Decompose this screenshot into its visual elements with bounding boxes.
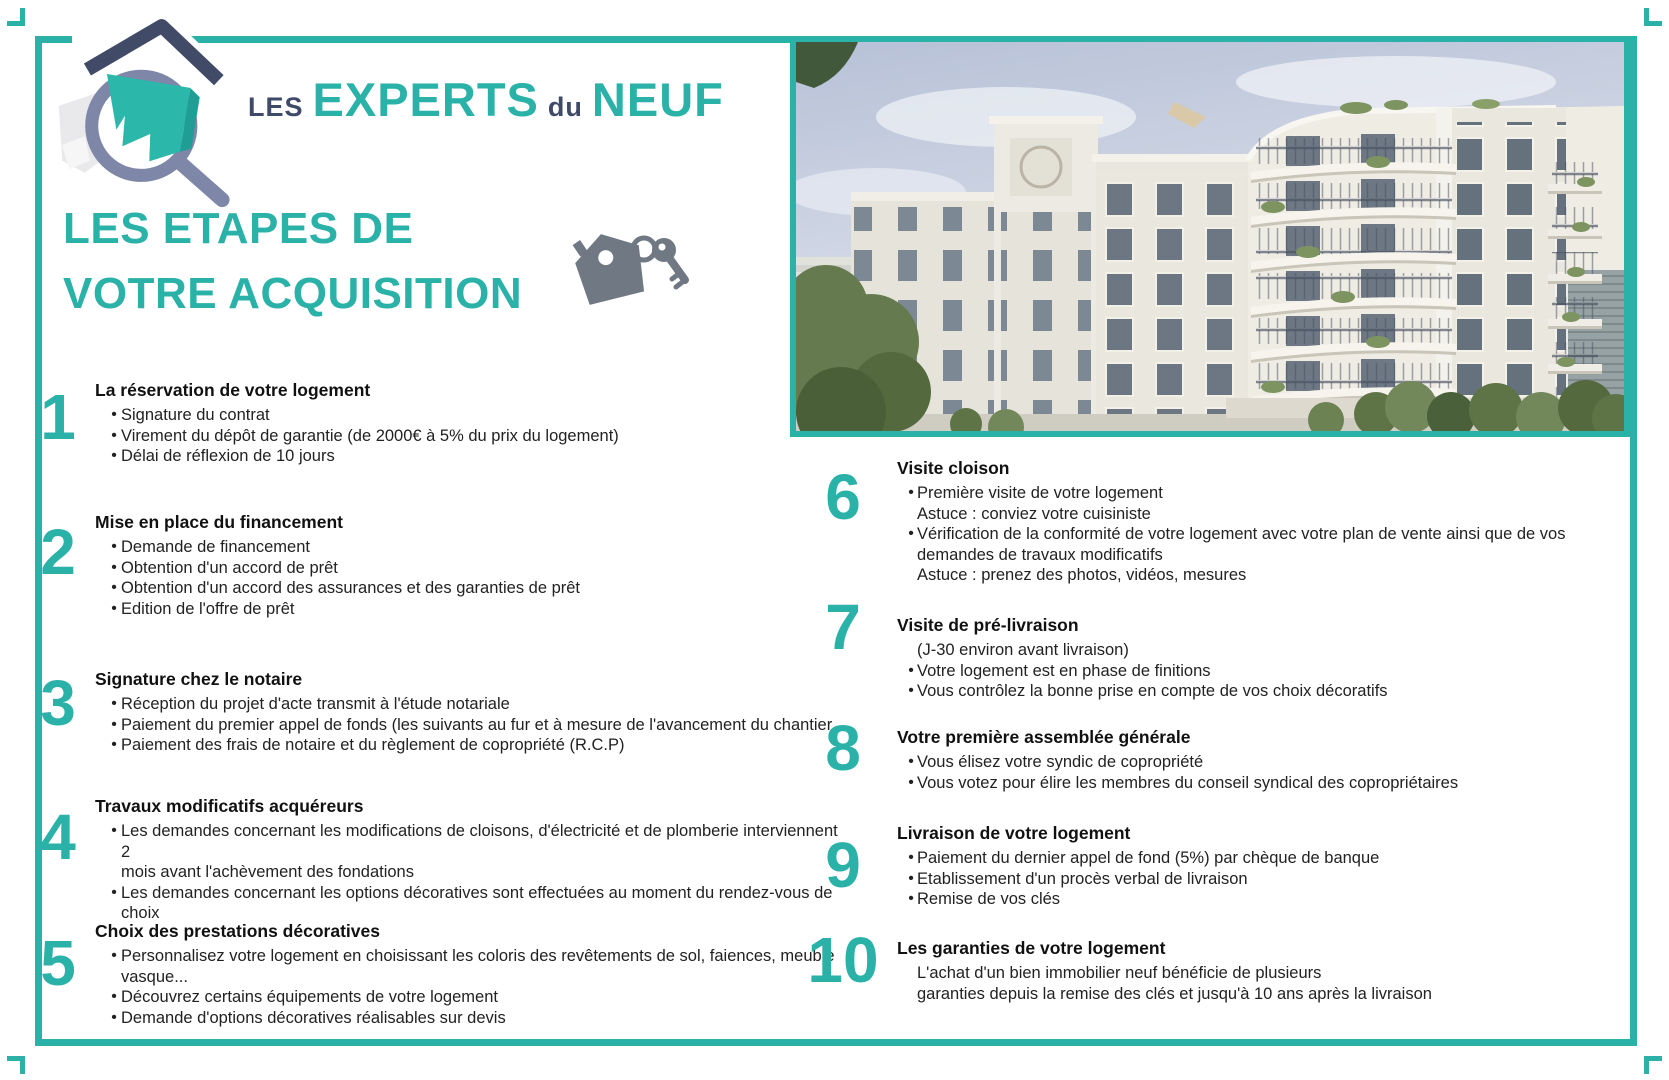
- step-4: [95, 796, 840, 924]
- step-10-heading: Les garanties de votre logement: [897, 938, 1166, 958]
- step-6: [897, 458, 1603, 586]
- bullet-item: [95, 537, 840, 558]
- bullet-dot: •: [908, 773, 914, 791]
- step-9: [897, 823, 1603, 910]
- item-text: Astuce : conviez votre cuisiniste: [917, 504, 1151, 523]
- step-5: [95, 921, 840, 1028]
- bullet-dot: •: [111, 883, 117, 901]
- bullet-item: [95, 578, 840, 599]
- item-text: Découvrez certains équipements de votre logement: [121, 988, 498, 1006]
- bullet-item: [95, 987, 840, 1008]
- item-text: Demande d'options décoratives réalisables sur devis: [121, 1008, 506, 1027]
- bullet-item: [897, 752, 1603, 773]
- bullet-dot: •: [111, 538, 117, 555]
- bullet-dot: •: [908, 869, 914, 887]
- item-text: Délai de réflexion de 10 jours: [121, 447, 335, 465]
- bullet-dot: •: [908, 849, 914, 866]
- bullet-dot: •: [908, 682, 914, 699]
- item-text: Astuce : prenez des photos, vidéos, mesures: [917, 566, 1247, 584]
- bullet-item: [95, 715, 840, 736]
- item-text: Etablissement d'un procès verbal de livraison: [917, 869, 1248, 888]
- bullet-dot: •: [111, 695, 117, 712]
- bullet-dot: •: [111, 947, 117, 964]
- item-text: (J-30 environ avant livraison): [917, 641, 1129, 659]
- bullet-item: [95, 735, 840, 756]
- bullet-item: [95, 946, 840, 987]
- step-7: [897, 615, 1603, 702]
- step-1-number: 1: [40, 381, 76, 453]
- page-title-line1: LES ETAPES DE: [63, 204, 414, 253]
- bullet-item: [897, 773, 1603, 794]
- bullet-item: [95, 558, 840, 579]
- step-2-heading: Mise en place du financement: [95, 512, 343, 532]
- bullet-dot: •: [111, 599, 117, 617]
- step-6-number: 6: [825, 461, 861, 533]
- step-10: [897, 938, 1603, 1004]
- step-4-number: 4: [40, 801, 76, 873]
- bullet-item: [95, 426, 840, 447]
- bullet-dot: •: [111, 715, 117, 733]
- step-10-number: 10: [807, 924, 879, 996]
- bullet-dot: •: [111, 579, 117, 596]
- step-3: [95, 669, 840, 756]
- logo-wordmark: [248, 72, 724, 127]
- note-line: [897, 640, 1603, 661]
- step-7-number: 7: [825, 591, 861, 663]
- step-5-heading: Choix des prestations décoratives: [95, 921, 380, 941]
- bullet-item: [95, 1008, 840, 1029]
- corner-tick-top-left: [7, 8, 25, 26]
- logo-word-les: LES: [248, 92, 304, 122]
- item-text: Vérification de la conformité de votre logement avec votre plan de vente ainsi que de vos demandes de travaux modificatifs: [917, 525, 1566, 564]
- step-3-number: 3: [40, 667, 76, 739]
- bullet-dot: •: [111, 1008, 117, 1026]
- logo-word-experts: EXPERTS: [312, 73, 539, 126]
- step-6-heading: Visite cloison: [897, 458, 1010, 478]
- item-text: Réception du projet d'acte transmit à l'étude notariale: [121, 695, 510, 713]
- note-line: [897, 963, 1603, 1004]
- item-text: Personnalisez votre logement en choisissant les coloris des revêtements de sol, faiences, meuble vasque...: [121, 947, 835, 986]
- step-1-heading: La réservation de votre logement: [95, 380, 371, 400]
- bullet-dot: •: [908, 661, 914, 679]
- page-title: [63, 196, 522, 326]
- item-text: Demande de financement: [121, 538, 310, 556]
- bullet-item: [95, 446, 840, 467]
- step-3-heading: Signature chez le notaire: [95, 669, 303, 689]
- step-5-number: 5: [40, 927, 76, 999]
- item-text: Première visite de votre logement: [917, 484, 1163, 502]
- corner-tick-top-right: [1644, 8, 1662, 26]
- item-text: Virement du dépôt de garantie (de 2000€ à 5% du prix du logement): [121, 426, 619, 445]
- bullet-dot: •: [111, 406, 117, 423]
- item-text: Paiement des frais de notaire et du règlement de copropriété (R.C.P): [121, 736, 625, 754]
- step-2-number: 2: [40, 516, 76, 588]
- bullet-item: [897, 524, 1603, 565]
- item-text: Paiement du premier appel de fonds (les suivants au fur et à mesure de l'avancement du chantier: [121, 715, 833, 734]
- bullet-item: [897, 661, 1603, 682]
- building-photo: [790, 36, 1630, 437]
- step-9-heading: Livraison de votre logement: [897, 823, 1131, 843]
- bullet-item: [897, 889, 1603, 910]
- item-text: Vous votez pour élire les membres du conseil syndical des copropriétaires: [917, 773, 1459, 792]
- item-text: Vous contrôlez la bonne prise en compte de vos choix décoratifs: [917, 682, 1388, 700]
- logo-word-du: du: [547, 92, 583, 122]
- bullet-item: [897, 848, 1603, 869]
- bullet-dot: •: [111, 426, 117, 444]
- step-4-heading: Travaux modificatifs acquéreurs: [95, 796, 364, 816]
- item-text: Votre logement est en phase de finitions: [917, 661, 1211, 680]
- item-text: Signature du contrat: [121, 406, 270, 424]
- step-2: [95, 512, 840, 619]
- page-title-line2: VOTRE ACQUISITION: [63, 269, 523, 318]
- step-9-number: 9: [825, 829, 861, 901]
- bullet-item: [897, 869, 1603, 890]
- house-keyring-keys-icon: [552, 218, 692, 318]
- bullet-dot: •: [908, 890, 914, 907]
- item-text: Obtention d'un accord des assurances et des garanties de prêt: [121, 579, 581, 597]
- bullet-dot: •: [111, 736, 117, 753]
- step-8: [897, 727, 1603, 793]
- logo-word-neuf: NEUF: [591, 73, 724, 126]
- bullet-dot: •: [111, 558, 117, 576]
- item-text: Les demandes concernant les options décoratives sont effectuées au moment du rendez-vous de choix: [121, 883, 833, 922]
- item-text: Obtention d'un accord de prêt: [121, 558, 338, 577]
- step-8-number: 8: [825, 712, 861, 784]
- bullet-item: [95, 599, 840, 620]
- step-8-heading: Votre première assemblée générale: [897, 727, 1191, 747]
- bullet-dot: •: [111, 822, 117, 839]
- item-text: Paiement du dernier appel de fond (5%) par chèque de banque: [917, 849, 1380, 867]
- item-text: Remise de vos clés: [917, 890, 1061, 908]
- bullet-item: [95, 821, 840, 883]
- corner-tick-bottom-left: [7, 1056, 25, 1074]
- corner-tick-bottom-right: [1644, 1056, 1662, 1074]
- bullet-item: [95, 694, 840, 715]
- item-text: L'achat d'un bien immobilier neuf bénéficie de plusieurs garanties depuis la remise des clés et jusqu'à 10 ans après la livraison: [917, 964, 1432, 1003]
- house-magnifier-logo-icon: [50, 2, 250, 214]
- bullet-dot: •: [111, 447, 117, 464]
- step-1: [95, 380, 840, 467]
- item-text: Les demandes concernant les modifications de cloisons, d'électricité et de plomberie interviennent 2 mois avant l'achèvement des fondations: [121, 822, 838, 881]
- step-7-heading: Visite de pré-livraison: [897, 615, 1079, 635]
- bullet-dot: •: [111, 988, 117, 1005]
- bullet-item: [95, 405, 840, 426]
- bullet-item: [897, 681, 1603, 702]
- bullet-dot: •: [908, 525, 914, 542]
- note-line: [897, 504, 1603, 525]
- bullet-item: [95, 883, 840, 924]
- note-line: [897, 565, 1603, 586]
- item-text: Vous élisez votre syndic de copropriété: [917, 753, 1204, 771]
- bullet-dot: •: [908, 484, 914, 501]
- bullet-dot: •: [908, 753, 914, 770]
- item-text: Edition de l'offre de prêt: [121, 599, 295, 618]
- bullet-item: [897, 483, 1603, 504]
